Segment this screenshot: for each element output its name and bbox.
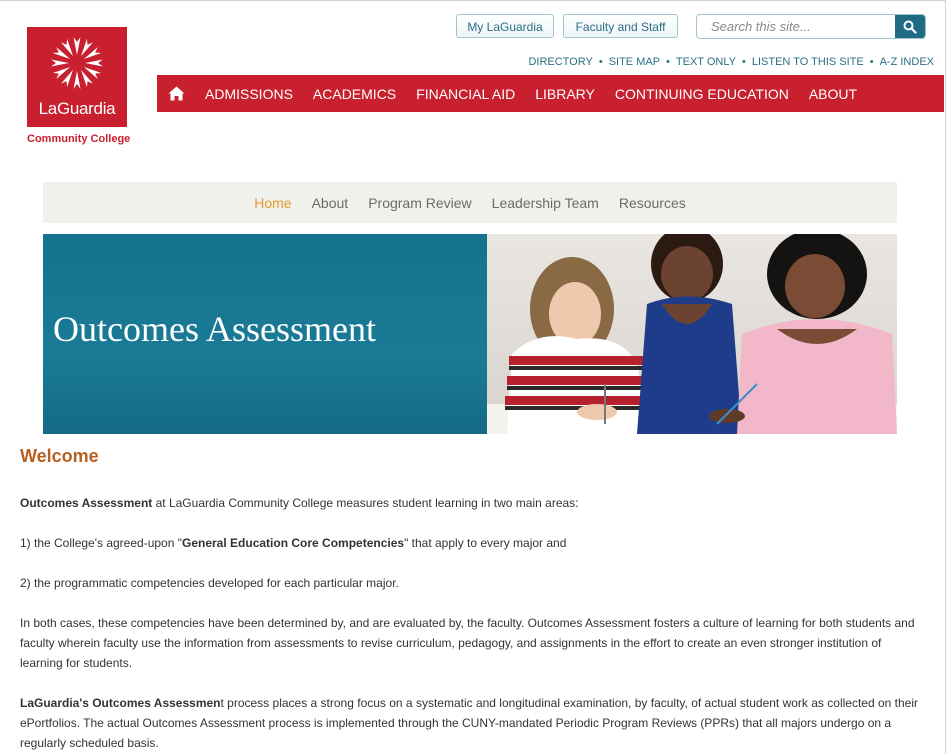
logo-mark xyxy=(27,27,127,127)
nav-academics[interactable]: ACADEMICS xyxy=(312,85,397,102)
separator-dot: • xyxy=(869,56,874,68)
text-span: 1) the College's agreed-upon " xyxy=(20,536,182,550)
logo-subtitle: Community College xyxy=(27,133,131,145)
sub-nav xyxy=(43,182,897,223)
faculty-staff-button[interactable]: Faculty and Staff xyxy=(563,14,678,38)
hero-banner xyxy=(43,234,897,434)
subnav-resources[interactable]: Resources xyxy=(618,194,686,211)
starburst-icon xyxy=(49,35,105,91)
home-button[interactable] xyxy=(157,75,195,112)
search-input[interactable] xyxy=(697,15,895,38)
subnav-program-review[interactable]: Program Review xyxy=(368,194,472,211)
nav-admissions[interactable]: ADMISSIONS xyxy=(205,85,293,102)
separator-dot: • xyxy=(666,56,670,68)
text-span: " that apply to every major and xyxy=(404,536,567,550)
nav-about[interactable]: ABOUT xyxy=(808,85,858,102)
my-laguardia-button[interactable]: My LaGuardia xyxy=(456,14,554,38)
separator-dot: • xyxy=(598,56,603,68)
text-span: at LaGuardia Community College measures student learning in two main areas: xyxy=(152,496,579,510)
home-icon xyxy=(168,86,185,101)
main-nav xyxy=(157,75,944,112)
bold-term: General Education Core Competencies xyxy=(182,536,405,550)
az-index-link[interactable]: A-Z INDEX xyxy=(879,56,934,68)
welcome-heading: Welcome xyxy=(20,446,99,466)
nav-financial-aid[interactable]: FINANCIAL AID xyxy=(416,85,516,102)
bold-term: Outcomes Assessment xyxy=(20,496,153,510)
process-paragraph xyxy=(20,693,925,753)
text-span: t process places a strong focus on a systematic and longitudinal examination, by faculty, of actual student work as collected on their ePortfolios. The actual Outcomes Assessment process is implemented through the CUNY-mandated Periodic Program Reviews (PPRs) that all majors undergo on a regularly scheduled basis. xyxy=(20,696,918,750)
students-photo xyxy=(487,234,897,434)
subnav-about[interactable]: About xyxy=(311,194,349,211)
logo-name: LaGuardia xyxy=(38,99,116,118)
utility-links xyxy=(528,56,934,68)
separator-dot: • xyxy=(742,56,746,68)
search-icon xyxy=(903,20,917,34)
listen-link[interactable]: LISTEN TO THIS SITE xyxy=(751,56,864,68)
search-button[interactable] xyxy=(895,15,925,38)
banner-title: Outcomes Assessment xyxy=(53,309,376,349)
subnav-home[interactable]: Home xyxy=(254,194,292,211)
subnav-leadership-team[interactable]: Leadership Team xyxy=(491,194,599,211)
area-two-paragraph: 2) the programmatic competencies developed for each particular major. xyxy=(20,576,399,590)
directory-link[interactable]: DIRECTORY xyxy=(528,56,593,68)
college-logo[interactable] xyxy=(27,27,131,145)
site-map-link[interactable]: SITE MAP xyxy=(608,56,661,68)
banner-title-panel xyxy=(43,234,487,434)
bold-term: LaGuardia's Outcomes Assessmen xyxy=(20,696,221,710)
main-content xyxy=(20,446,925,753)
nav-continuing-education[interactable]: CONTINUING EDUCATION xyxy=(614,85,789,102)
intro-paragraph xyxy=(20,493,925,513)
text-only-link[interactable]: TEXT ONLY xyxy=(675,56,736,68)
area-one-paragraph xyxy=(20,533,925,553)
nav-library[interactable]: LIBRARY xyxy=(535,85,595,102)
search-box xyxy=(696,14,926,39)
competencies-paragraph: In both cases, these competencies have been determined by, and are evaluated by, the faculty. Outcomes Assessment fosters a culture of learning for both students and faculty wherein faculty use the information from assessments to revise curriculum, pedagogy, and assignments in the effort to create an even stronger institution of learning for students. xyxy=(20,616,915,670)
